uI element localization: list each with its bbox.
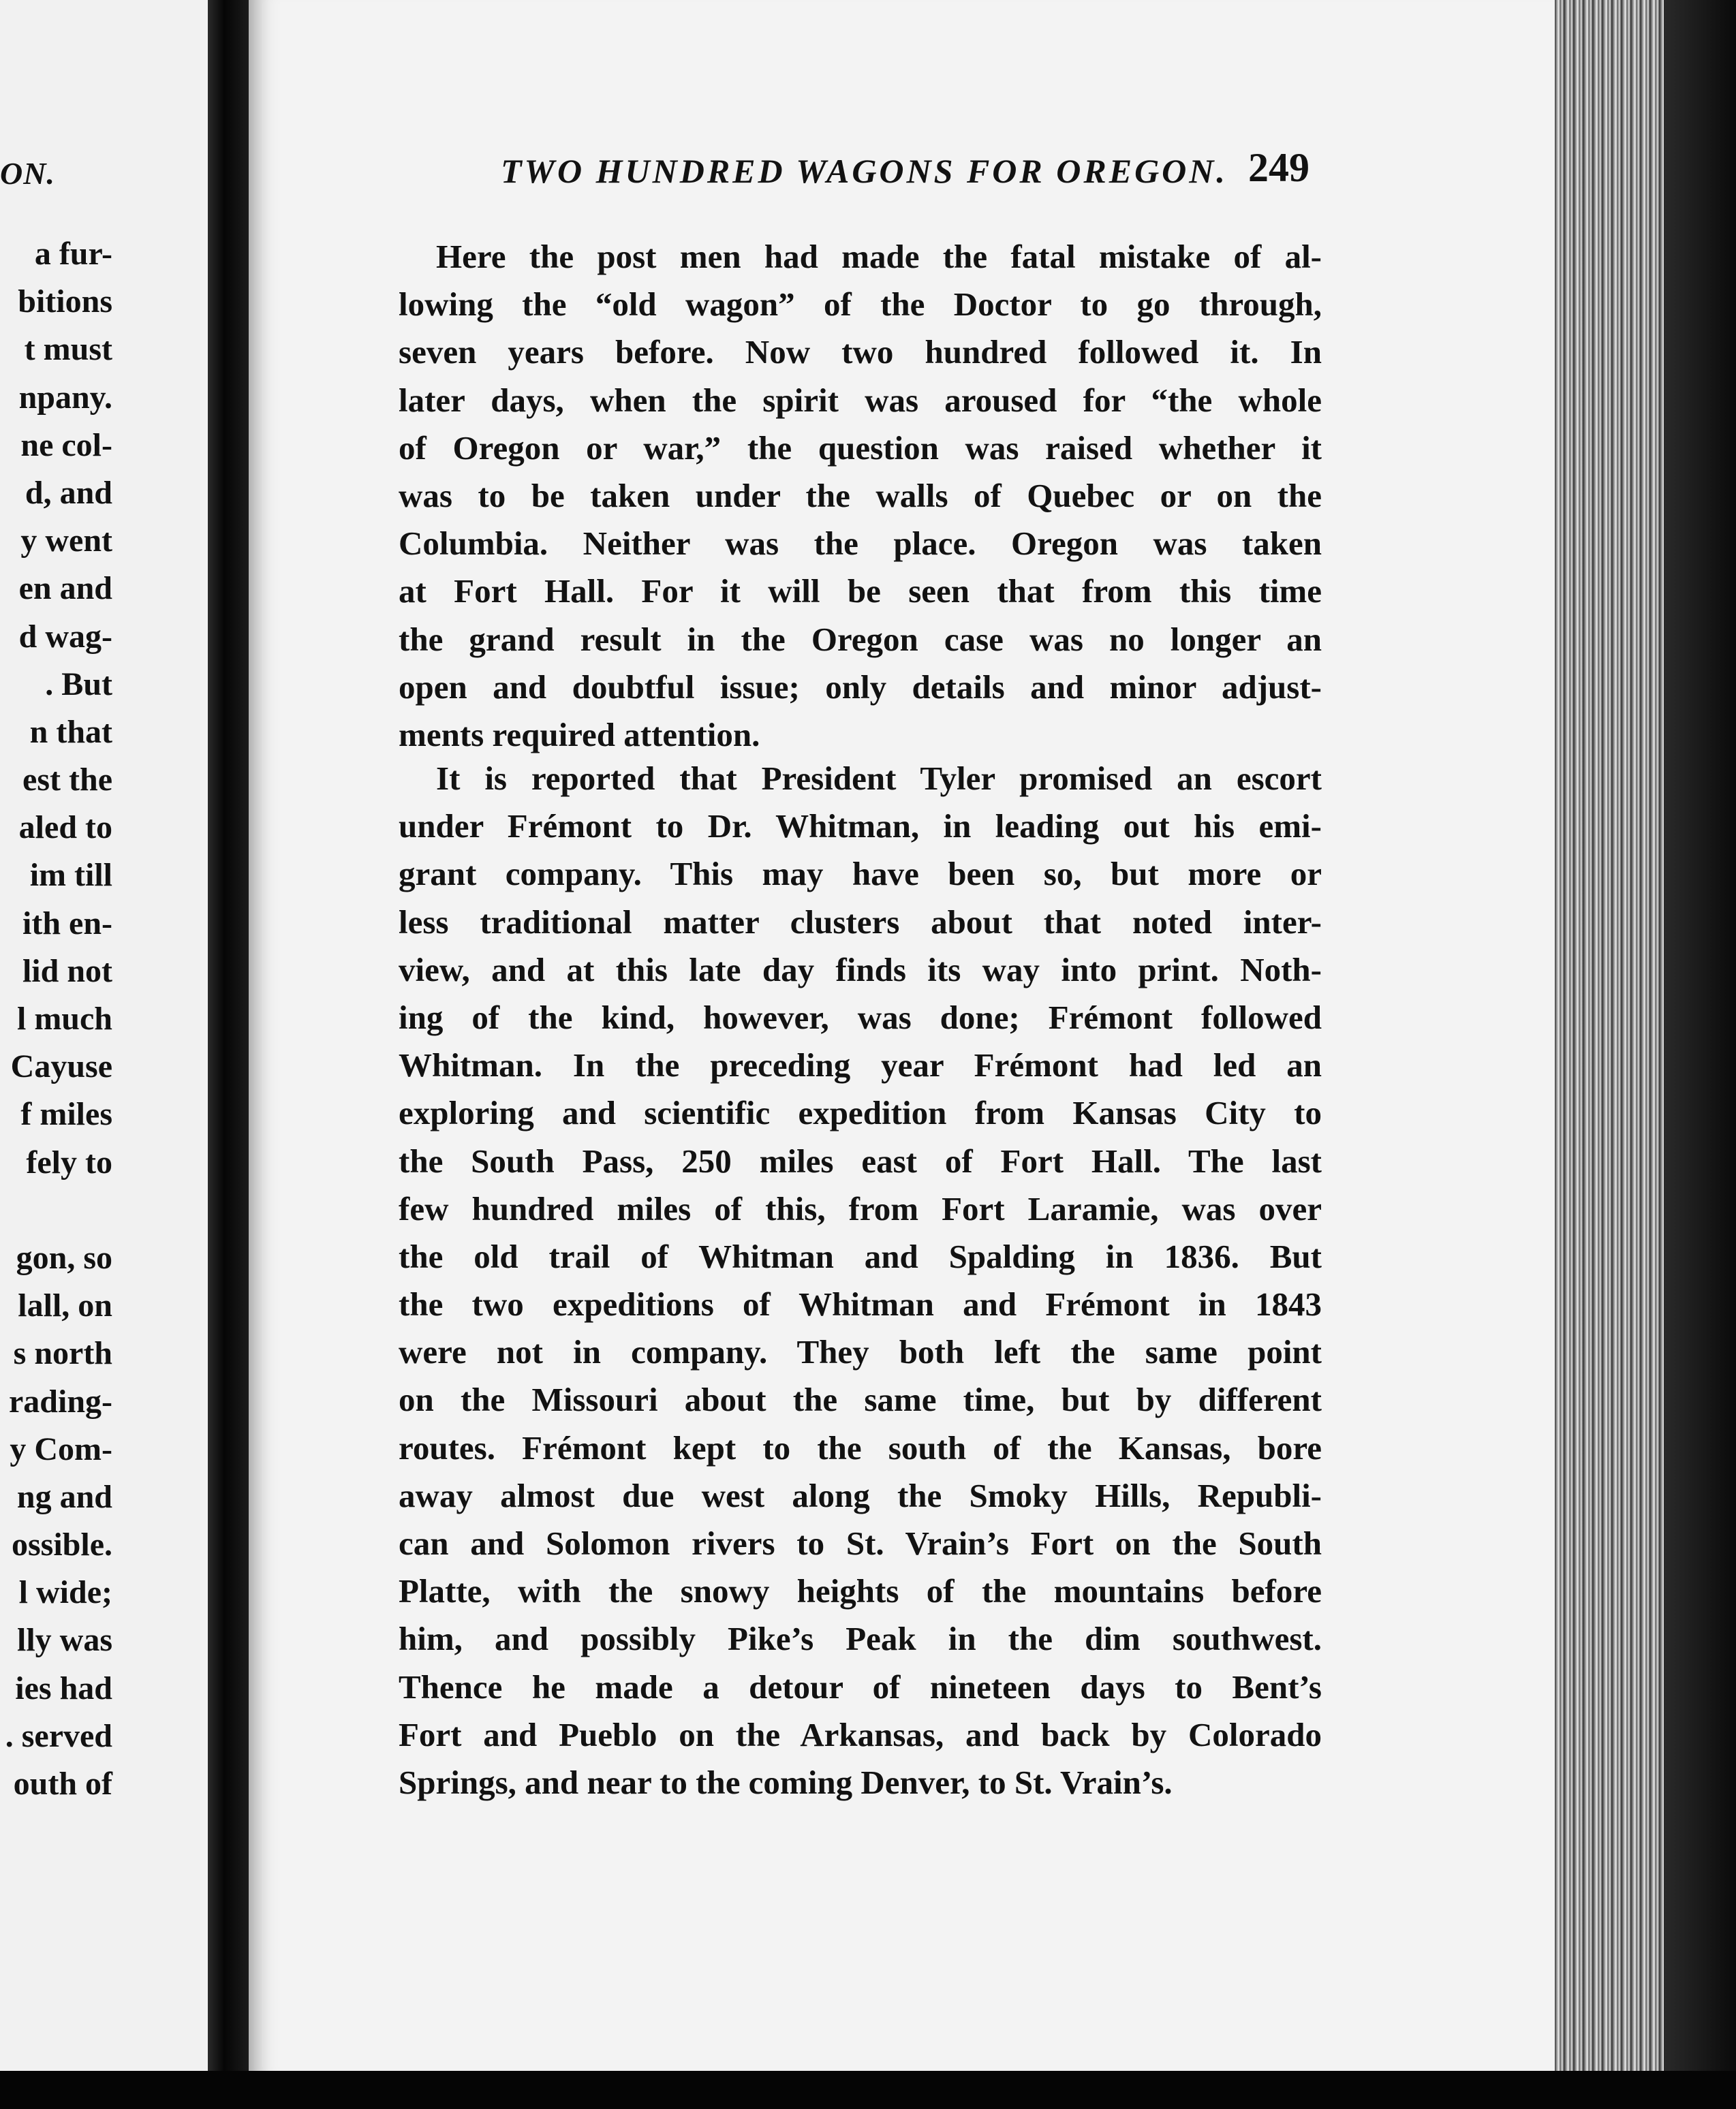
left-page-line: d wag-	[18, 618, 112, 655]
left-page-line: im till	[29, 857, 112, 894]
left-page-line: d, and	[25, 474, 112, 511]
text-line: Thence he made a detour of nineteen days to Bent’s	[399, 1668, 1322, 1706]
left-page-line: f miles	[20, 1096, 112, 1133]
text-line: grant company. This may have been so, but more or	[399, 855, 1322, 893]
text-line: later days, when the spirit was aroused for “the whole	[399, 381, 1322, 419]
left-page-line: bitions	[18, 283, 112, 320]
left-page-line: . But	[45, 666, 112, 702]
left-page-line: npany.	[18, 379, 112, 416]
paragraph-2	[399, 755, 1322, 1807]
left-page-line: n that	[29, 713, 112, 750]
text-line: Platte, with the snowy heights of the mountains before	[399, 1572, 1322, 1610]
text-line: were not in company. They both left the same point	[399, 1333, 1322, 1371]
left-page-line: t must	[24, 331, 112, 368]
left-page-line: l wide;	[18, 1574, 112, 1611]
text-line: less traditional matter clusters about that noted inter-	[399, 903, 1322, 941]
running-head: TWO HUNDRED WAGONS FOR OREGON.	[501, 152, 1228, 190]
left-page-line: aled to	[18, 809, 112, 846]
left-page-line: lall, on	[18, 1287, 112, 1324]
left-page-line: ne col-	[20, 426, 112, 463]
text-line: the old trail of Whitman and Spalding in 1836. But	[399, 1237, 1322, 1275]
text-line: of Oregon or war,” the question was raised whether it	[399, 428, 1322, 467]
left-page-line: y went	[20, 522, 112, 559]
left-page-text	[0, 230, 112, 1808]
text-line: seven years before. Now two hundred followed it. In	[399, 333, 1322, 371]
scan-border	[0, 2071, 1736, 2109]
text-line: Here the post men had made the fatal mistake of al-	[436, 238, 1322, 275]
text-line: the South Pass, 250 miles east of Fort Hall. The last	[399, 1142, 1322, 1180]
text-line: Whitman. In the preceding year Frémont had led an	[399, 1046, 1322, 1084]
text-line: on the Missouri about the same time, but by different	[399, 1381, 1322, 1419]
text-line: Columbia. Neither was the place. Oregon was taken	[399, 525, 1322, 563]
text-line: Fort and Pueblo on the Arkansas, and back by Colorado	[399, 1715, 1322, 1753]
text-line: lowing the “old wagon” of the Doctor to go through,	[399, 285, 1322, 324]
left-page-line: y Com-	[10, 1431, 112, 1467]
left-page-line: fely to	[26, 1144, 112, 1181]
left-page	[0, 0, 208, 2071]
left-page-line: l much	[16, 1001, 112, 1037]
text-line: was to be taken under the walls of Quebec or on the	[399, 476, 1322, 514]
left-page-line: . served	[5, 1717, 112, 1754]
paragraph-1	[399, 233, 1322, 759]
page-edges	[1555, 0, 1736, 2071]
left-page-line: outh of	[13, 1766, 112, 1802]
page-number: 249	[1248, 145, 1309, 190]
text-line: ing of the kind, however, was done; Frémont followed	[399, 998, 1322, 1036]
text-line: routes. Frémont kept to the south of the Kansas, bore	[399, 1428, 1322, 1467]
left-page-header: ON.	[0, 156, 55, 191]
left-page-line: lly was	[16, 1622, 112, 1659]
text-line: under Frémont to Dr. Whitman, in leading out his emi-	[399, 807, 1322, 845]
left-page-line: ossible.	[11, 1527, 112, 1563]
left-page-line: gon, so	[16, 1239, 112, 1276]
text-line: him, and possibly Pike’s Peak in the dim southwest.	[399, 1620, 1322, 1658]
left-page-line: Cayuse	[10, 1048, 112, 1085]
text-line: Springs, and near to the coming Denver, to St. Vrain’s.	[399, 1763, 1173, 1801]
left-page-line: ng and	[16, 1478, 112, 1515]
text-line: It is reported that President Tyler promised an escort	[436, 760, 1322, 797]
left-page-line: rading-	[8, 1383, 112, 1420]
text-line: away almost due west along the Smoky Hills, Republi-	[399, 1476, 1322, 1514]
left-page-line: ies had	[15, 1670, 112, 1706]
left-page-line: ith en-	[22, 905, 112, 941]
left-page-line: en and	[18, 570, 112, 607]
text-line: ments required attention.	[399, 715, 760, 753]
text-line: view, and at this late day finds its way into print. Noth-	[399, 950, 1322, 988]
text-line: exploring and scientific expedition from Kansas City to	[399, 1094, 1322, 1132]
left-page-line: est the	[22, 762, 112, 798]
text-line: open and doubtful issue; only details and minor adjust-	[399, 668, 1322, 706]
left-page-line: s north	[13, 1335, 112, 1372]
book-gutter	[208, 0, 249, 2071]
left-page-line: a fur-	[34, 236, 112, 272]
text-line: can and Solomon rivers to St. Vrain’s Fort on the South	[399, 1525, 1322, 1562]
left-page-line	[0, 1187, 112, 1234]
left-page-line: lid not	[22, 952, 112, 989]
text-line: at Fort Hall. For it will be seen that from this time	[399, 572, 1322, 610]
text-line: the grand result in the Oregon case was no longer an	[399, 620, 1322, 658]
text-line: few hundred miles of this, from Fort Laramie, was over	[399, 1189, 1322, 1228]
text-line: the two expeditions of Whitman and Frémont in 1843	[399, 1285, 1322, 1324]
